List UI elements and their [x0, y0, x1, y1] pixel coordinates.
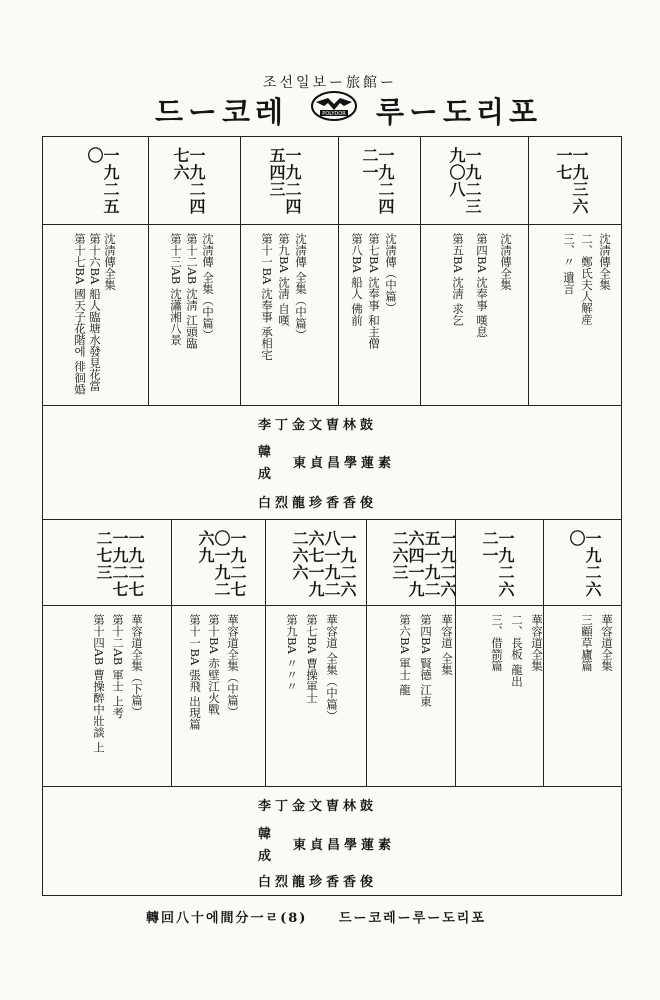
record-number: 一九二三九〇八: [447, 147, 482, 215]
record-titles: 第十二AB 軍士 上考: [111, 614, 125, 719]
column-divider: [543, 520, 544, 786]
record-titles: 第十六BA 船人臨塘水發見花當: [88, 233, 102, 392]
record-number: 一九三六一七: [554, 147, 589, 215]
record-titles: 華容道全集: [530, 614, 544, 672]
catalog-table: [42, 136, 622, 896]
column-divider: [420, 137, 421, 405]
record-titles: 三顧草廬篇: [580, 614, 594, 672]
record-titles: 華容道全集: [600, 614, 614, 672]
record-titles: 第九BA 沈淸 自嘆: [277, 233, 291, 327]
record-titles: 二、長板 龍出: [510, 614, 524, 687]
record-titles: 華容道 全集（中篇）: [325, 614, 339, 722]
lower-date-row: [43, 520, 621, 606]
performer-names: 東貞昌學蓮素: [293, 838, 396, 853]
record-titles: 沈淸傳 全集（中篇）: [294, 233, 308, 341]
upper-panel: [43, 137, 621, 519]
brand-title-right: 루ー도리포: [376, 95, 543, 129]
record-titles: 第九BA 〃〃〃: [285, 614, 299, 692]
performer-names: 韓: [258, 445, 276, 460]
column-divider: [338, 137, 339, 405]
footer-right: 드ー코레ー루ー도리포: [339, 911, 486, 926]
record-number: 一九二七一九二七二七三: [94, 530, 145, 598]
performer-names: 李丁金文曺林鼓: [258, 799, 378, 814]
column-divider: [240, 137, 241, 405]
polydor-logo: [308, 88, 360, 124]
record-titles: 沈淸傳（中篇）: [384, 233, 398, 314]
record-titles: 第十一BA 沈奉事 承相宅: [260, 233, 274, 361]
column-divider: [148, 137, 149, 405]
record-titles: 沈淸傳全集: [103, 233, 117, 291]
record-titles: 二、鄭氏夫人解産: [580, 233, 594, 325]
record-number: 一九二六〇: [567, 530, 602, 598]
record-titles: 第四BA 沈奉事 嘆息: [475, 233, 489, 338]
logo-lettering: POLYDOR: [322, 111, 346, 117]
upper-titles-row: [43, 225, 621, 405]
performer-names: 白烈龍珍香香俊: [258, 875, 378, 890]
record-titles: 三、借箭篇: [490, 614, 504, 672]
footer-left: 轉回八十에間分一ㄹ(8): [146, 911, 308, 926]
record-titles: 第六BA 軍士 龍: [398, 614, 412, 696]
header-subtitle: 조선일보ー旅館ー: [262, 75, 398, 91]
lower-cast-box: [43, 786, 621, 894]
column-divider: [366, 520, 367, 786]
column-divider: [171, 520, 172, 786]
record-titles: 第十四AB 曹操醉中壯談 上: [92, 614, 106, 754]
record-number: 一九二六五一九二六四一九二六三: [390, 530, 457, 598]
column-divider: [455, 520, 456, 786]
record-number: 一九二四五四三: [267, 147, 302, 215]
column-divider: [265, 520, 266, 786]
record-number: 一九二六八一九二六七一九二六六: [290, 530, 357, 598]
upper-cast-box: [43, 405, 621, 519]
record-titles: 第八BA 船人 佛前: [350, 233, 364, 327]
record-number: 一九二六二一: [480, 530, 515, 598]
header-title: [0, 88, 660, 129]
record-titles: 華容道 全集: [440, 614, 454, 676]
record-number: 一九二七〇一九二六九: [196, 530, 247, 598]
record-titles: 第十二AB 沈淸 江頭臨: [185, 233, 199, 350]
performer-names: 東貞昌學蓮素: [293, 456, 396, 471]
record-titles: 第七BA 曹操軍士: [305, 614, 319, 704]
column-divider: [528, 137, 529, 405]
record-titles: 沈淸傳全集: [598, 233, 612, 291]
record-titles: 第十三AB 沈瀟湘八景: [169, 233, 183, 346]
performer-names: 成: [258, 467, 276, 482]
record-titles: 三、〃 遺言: [562, 233, 576, 295]
record-titles: 沈淸傳全集: [499, 233, 513, 291]
upper-date-row: [43, 137, 621, 225]
performer-names: 成: [258, 849, 276, 864]
performer-names: 白烈龍珍香香俊: [258, 496, 378, 511]
record-number: 一九二四二一: [360, 147, 395, 215]
lower-panel: [43, 519, 621, 895]
brand-title-left: 드ー코레: [154, 95, 288, 129]
record-titles: 第五BA 沈淸 求乞: [451, 233, 465, 327]
performer-names: 李丁金文曺林鼓: [258, 418, 378, 433]
record-titles: 第七BA 沈奉事 和主僧: [367, 233, 381, 350]
record-titles: 第十一BA 張飛 出現篇: [188, 614, 202, 731]
record-titles: 華容道全集（下篇）: [130, 614, 144, 718]
record-number: 一九二五〇: [85, 147, 120, 215]
lower-titles-row: [43, 606, 621, 786]
performer-names: 韓: [258, 827, 276, 842]
record-titles: 華容道全集（中篇）: [226, 614, 240, 718]
record-titles: 第四BA 賢德 江東: [419, 614, 433, 708]
record-number: 一九二四七六: [171, 147, 206, 215]
record-titles: 第十七BA 國天子花階에 徘徊婚: [73, 233, 87, 396]
record-titles: 第十BA 赤壁江火戰: [207, 614, 221, 715]
record-titles: 沈淸傳 全集（中篇）: [201, 233, 215, 341]
